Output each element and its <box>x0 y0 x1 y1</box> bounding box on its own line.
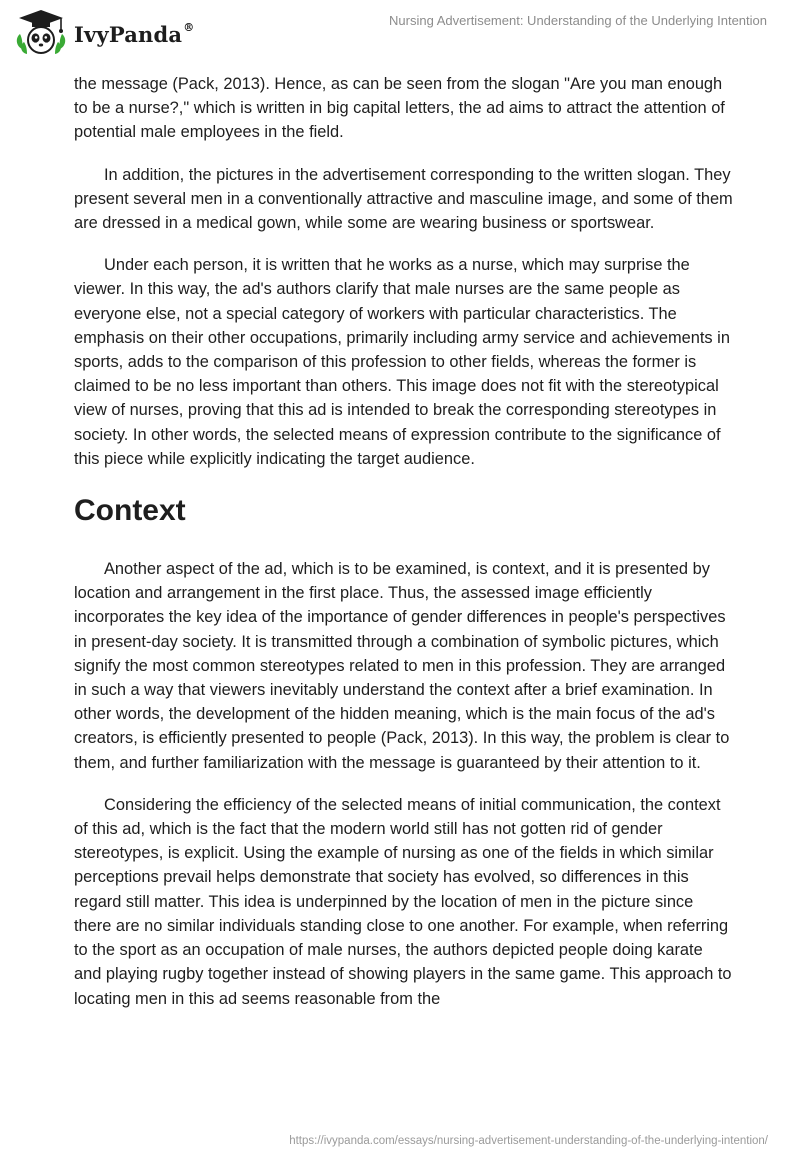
source-url[interactable]: https://ivypanda.com/essays/nursing-advertisement-understanding-of-the-underlying-intention/ <box>289 1135 768 1147</box>
brand-name: IvyPanda® <box>74 20 195 47</box>
ivypanda-logo[interactable] <box>14 8 194 56</box>
page-header <box>0 0 800 70</box>
paragraph-2: In addition, the pictures in the advertisement corresponding to the written slogan. They present several men in a conventionally attractive and masculine image, and some of them are dressed in a medical gown, while some are wearing business or sportswear. <box>74 165 733 233</box>
essay-content <box>74 72 734 1029</box>
paragraph-3: Under each person, it is written that he works as a nurse, which may surprise the viewer. In this way, the ad's authors clarify that male nurses are the same people as everyone else, not a special category of workers with particular characteristics. The emphasis on their other occupations, primarily including army service and achievements in sports, adds to the comparison of this profession to other fields, whereas the former is claimed to be no less important than others. This image does not fit with the stereotypical view of nurses, proving that this ad is intended to break the corresponding stereotypes in society. In other words, the selected means of expression contribute to the significance of this piece while explicitly indicating the target audience. <box>74 256 730 468</box>
section-heading-context: Context <box>74 494 186 528</box>
paragraph-5: Considering the efficiency of the selected means of initial communication, the context of this ad, which is the fact that the modern world still has not gotten rid of gender stereotypes, is explicit. Using the example of nursing as one of the fields in which similar perceptions prevail helps demonstrate that society has evolved, so differences in this regard still matter. This idea is underpinned by the location of men in the picture since there are no similar individuals standing close to one another. For example, when referring to the sport as an occupation of male nurses, the authors depicted people doing karate and playing rugby together instead of showing players in the same game. This approach to locating men in this ad seems reasonable from the <box>74 795 732 1008</box>
registered-mark: ® <box>183 20 195 34</box>
paragraph-1: the message (Pack, 2013). Hence, as can be seen from the slogan "Are you man enough to be a nurse?," which is written in big capital letters, the ad aims to attract the attention of potential male employees in the field. <box>74 75 725 142</box>
panda-graduate-icon <box>14 8 68 56</box>
paragraph-4: Another aspect of the ad, which is to be examined, is context, and it is presented by location and arrangement in the first place. Thus, the assessed image efficiently incorporates the key idea of the importance of gender differences in people's perspectives in present-day society. It is transmitted through a combination of symbolic pictures, which signify the most common stereotypes related to men in this profession. They are arranged in such a way that viewers inevitably understand the context after a brief examination. In other words, the development of the hidden meaning, which is the main focus of the ad's creators, is efficiently presented to people (Pack, 2013). In this way, the problem is clear to them, and further familiarization with the message is guaranteed by their attention to it. <box>74 560 730 772</box>
document-title: Nursing Advertisement: Understanding of the Underlying Intention <box>389 13 767 28</box>
